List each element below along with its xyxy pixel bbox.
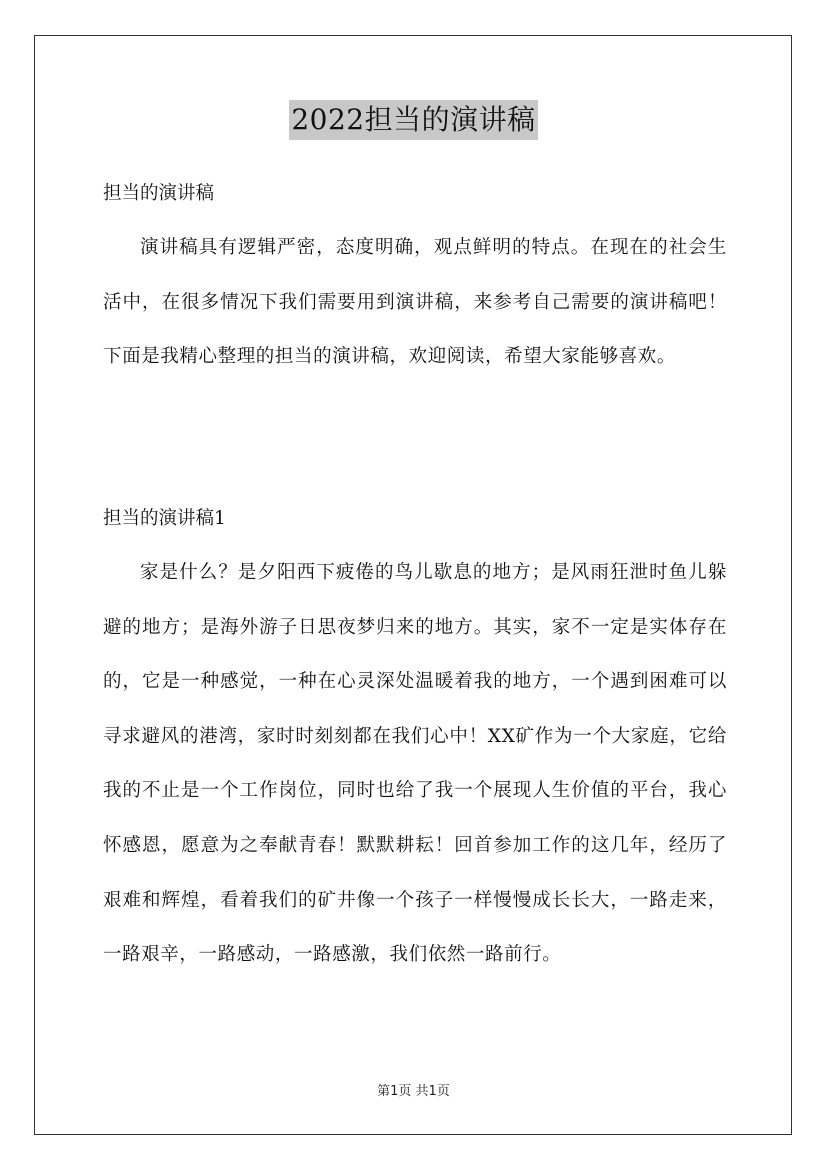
section-heading-1: 担当的演讲稿1	[103, 508, 226, 529]
title-container	[0, 100, 827, 140]
page-footer: 第1页 共1页	[377, 1084, 450, 1099]
section-1-paragraph: 家是什么？是夕阳西下疲倦的鸟儿歇息的地方；是风雨狂泄时鱼儿躲避的地方；是海外游子日思夜梦归来的地方。其实，家不一定是实体存在的，它是一种感觉，一种在心灵深处温暖着我的地方，一个遇到困难可以寻求避风的港湾，家时时刻刻都在我们心中！XX矿作为一个大家庭，它给我的不止是一个工作岗位，同时也给了我一个展现人生价值的平台，我心怀感恩，愿意为之奉献青春！默默耕耘！回首参加工作的这几年，经历了艰难和辉煌，看着我们的矿井像一个孩子一样慢慢成长长大，一路走来，一路艰辛，一路感动，一路感激，我们依然一路前行。	[103, 562, 727, 966]
document-title: 2022担当的演讲稿	[289, 100, 537, 140]
document-subtitle: 担当的演讲稿	[103, 183, 215, 204]
intro-paragraph: 演讲稿具有逻辑严密，态度明确，观点鲜明的特点。在现在的社会生活中，在很多情况下我们需要用到演讲稿，来参考自己需要的演讲稿吧！下面是我精心整理的担当的演讲稿，欢迎阅读，希望大家能够喜欢。	[103, 237, 727, 368]
